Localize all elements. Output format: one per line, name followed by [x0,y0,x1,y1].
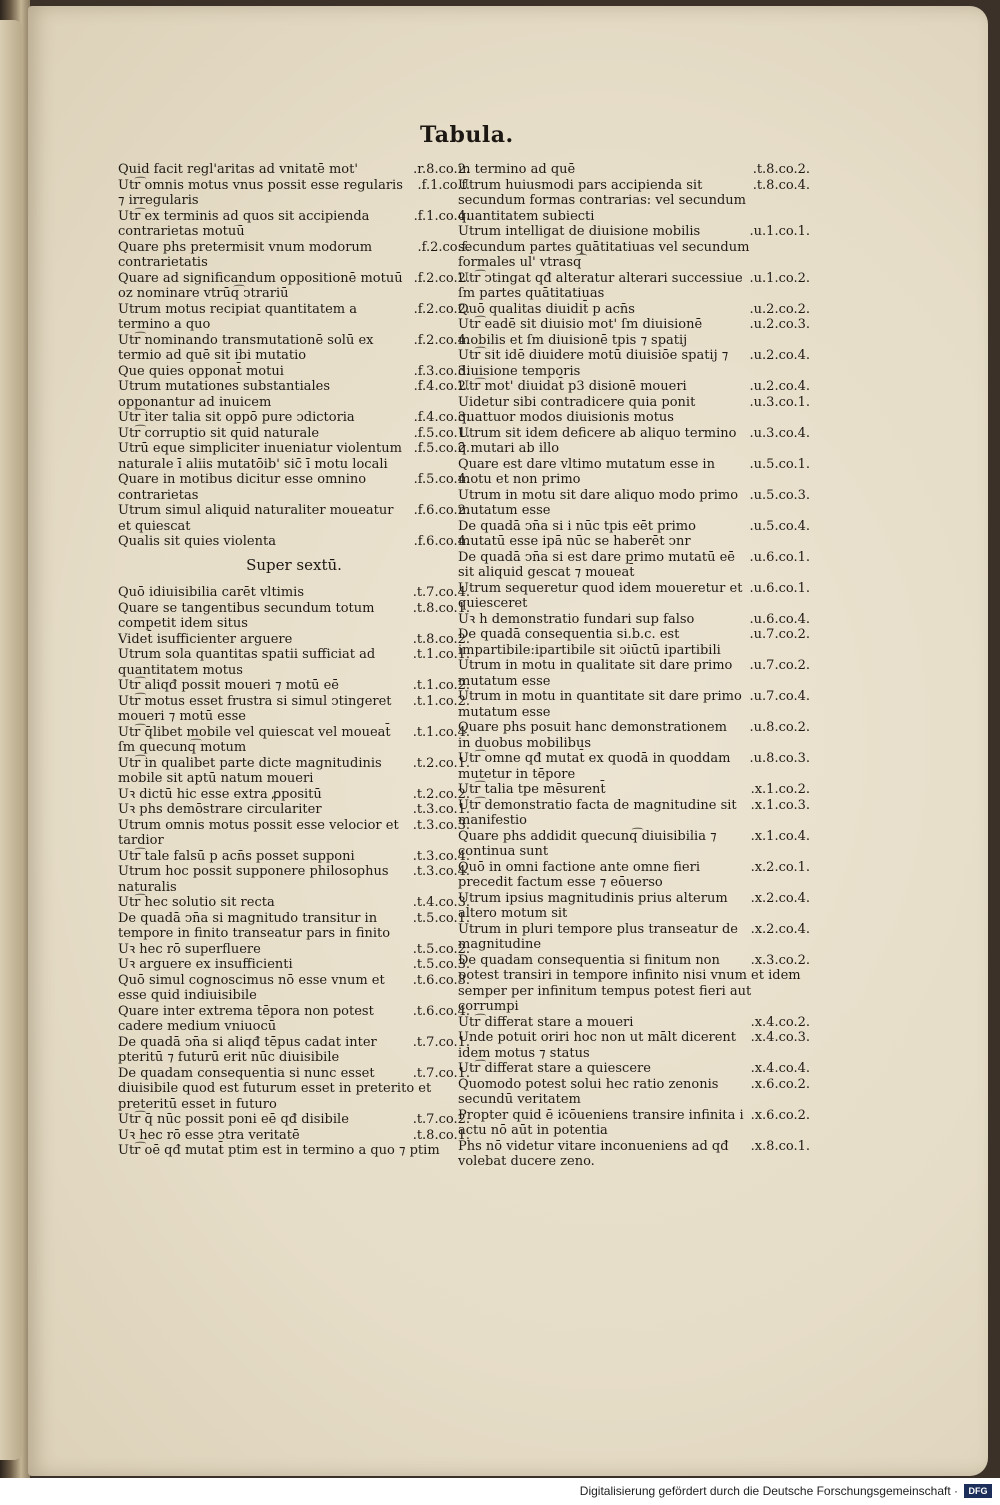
entry-text: Utr͡ oē qđ mutat̄ ptim est in termino a quo ⁊ ptim [118,1143,440,1158]
entry-reference: .x.1.co.3. [750,797,810,813]
index-entry [118,1066,470,1113]
index-entry [458,1139,810,1170]
entry-text: Utrum in motu in quantitate sit dare primo mutatum esse [458,689,742,720]
index-entry [118,503,470,534]
entry-reference: .t.8.co.1. [412,1127,470,1143]
right-column [458,162,810,1170]
entry-text: Utrum simul aliquid naturaliter moueatur et quiescat [118,503,394,534]
entry-text: Utrum in motu in qualitate sit dare primo mutatum esse [458,658,733,689]
entry-text: Quare ad significandum oppositionē motuū oz nominare vtrūq͡ ↄtrariū [118,270,403,301]
entry-reference: .x.4.co.4. [750,1061,810,1076]
entry-text: De quadā ↄn̄a si i nūc tpis eēt primo mutatū esse ipā nūc se haberēt ↄnr [458,518,696,549]
entry-reference: .x.1.co.2. [750,782,810,797]
index-entry [458,860,810,891]
entry-reference: .t.5.co.1. [412,910,470,926]
entry-reference: .t.3.co.1. [412,802,470,817]
entry-reference: .t.8.co.2. [752,162,810,177]
index-entry [458,612,810,628]
entry-text: Utrum omnis motus possit esse velocior et tardior [118,817,399,848]
index-entry [118,162,470,178]
index-entry [458,751,810,782]
entry-text: Uꝛ h demonstratio fundari sup falso [458,611,695,627]
entry-reference: .t.5.co.3. [412,957,470,972]
index-entry [458,302,810,318]
index-entry [458,1108,810,1139]
entry-text: Uꝛ hec rō esse ↄtra veritatē [118,1127,300,1143]
entry-reference: .u.7.co.2. [749,658,810,673]
entry-text: Utr͡ hec solutio sit recta [118,895,275,910]
footer-bar [0,1478,1000,1505]
entry-reference: .u.6.co.1. [749,580,810,596]
entry-text: De quadam consequentia si nunc esset diuisibile quod est futurum esset in preterito et preteritū esset in futuro [118,1065,432,1112]
entry-reference: .f.2.co.f. [417,239,470,255]
entry-text: Utrum motus recipiat quantitatem a termino a quo [118,301,358,332]
entry-reference: .x.4.co.3. [750,1030,810,1045]
index-entry [458,519,810,550]
entry-text: Utr͡ corruptio sit quid naturale [118,425,320,441]
index-entry [118,647,470,678]
entry-reference: .x.6.co.2. [750,1076,810,1092]
entry-text: Utr͡ iter talia sit oppō pure ↄdictoria [118,410,355,425]
entry-text: in termino ad quē [458,162,576,177]
index-entry [458,658,810,689]
entry-text: Quare phs pretermisit vnum modorum contrarietatis [118,239,373,270]
index-entry [458,224,810,271]
entry-text: Uidetur sibi contradicere quia ponit quattuor modos diuisionis motus [458,394,696,425]
index-entry [458,178,810,225]
entry-text: Quare phs addidit quecunq͡ diuisibilia ⁊ continua sunt [458,828,717,859]
index-entry [458,317,810,348]
index-entry [458,581,810,612]
index-entry [458,782,810,798]
index-entry [118,1128,470,1144]
entry-reference: .f.4.co.3. [413,410,470,425]
entry-reference: .u.2.co.4. [749,379,810,394]
entry-text: Uꝛ hec rō superfluere [118,941,261,957]
index-entry [458,1030,810,1061]
index-entry [118,302,470,333]
entry-reference: .t.2.co.2. [412,786,470,802]
index-entry [118,1112,470,1128]
index-entry [118,271,470,302]
entry-reference: .f.5.co.2. [413,441,470,456]
entry-reference: .f.1.co.f. [417,177,470,193]
index-entry [458,488,810,519]
entry-text: Utr͡ in qualibet parte dicte magnitudinis mobile sit aptū natum moueri [118,755,382,786]
entry-text: Utr͡ omne qđ mutat̄ ex quodā in quoddam mutetur in tēpore [458,751,731,782]
index-entry [118,472,470,503]
index-entry [458,1061,810,1077]
entry-text: Utr͡ nominando transmutationē solū ex termio ad quē sit ibi mutatio [118,332,374,363]
entry-reference: .t.1.co.1. [412,647,470,662]
index-entry [458,891,810,922]
entry-text: De quadā ↄn̄a si aliqđ tēpus cadat inter pteritū ⁊ futurū erit nūc diuisibile [118,1034,377,1065]
entry-text: Utr͡ tale falsū p acn̄s posset supponi [118,848,355,864]
index-entry [118,585,470,601]
entry-reference: .u.1.co.1. [749,224,810,239]
entry-reference: .u.5.co.1. [749,456,810,472]
entry-text: Utr͡ sit idē diuidere motū diuisiōe spatij ⁊ diuisione temporis [458,348,729,379]
index-entry [458,798,810,829]
entry-text: Quare est dare vltimo mutatum esse in motu et non primo [458,456,715,487]
index-entry [118,379,470,410]
index-entry [118,240,470,271]
entry-reference: .t.8.co.2. [412,631,470,647]
entry-text: Quō in omni factione ante omne fieri precedit factum esse ⁊ eōuerso [458,859,700,890]
entry-reference: .x.2.co.1. [750,859,810,875]
index-entry [118,973,470,1004]
entry-reference: .f.2.co.2. [413,270,470,286]
left-column [118,162,470,1159]
index-entry [118,333,470,364]
index-entry [118,441,470,472]
entry-text: Quare se tangentibus secundum totum competit idem situs [118,600,375,631]
entry-reference: .t.1.co.4. [412,724,470,740]
index-entry [118,178,470,209]
index-entry [458,550,810,581]
index-entry [118,209,470,240]
entry-text: Utr͡ motus esset frustra si simul ↄtingeret moueri ⁊ motū esse [118,693,392,724]
left-page-edge [0,20,22,1460]
entry-reference: .u.2.co.2. [749,301,810,317]
entry-reference: .u.6.co.1. [749,549,810,565]
entry-text: Utr͡ differat stare a quiescere [458,1061,651,1076]
entry-text: Utrum huiusmodi pars accipienda sit secundum formas contrarias: vel secundum quantitatem subiecti [458,177,746,224]
entry-reference: .t.8.co.4. [752,177,810,193]
entry-reference: .u.7.co.2. [749,627,810,642]
entry-text: Utrū eque simpliciter inueniatur violentum naturale ī aliis mutatōib' sic̄ ī motu locali [118,441,402,472]
entry-text: Que quies opponat̄ motui [118,363,284,379]
entry-text: Phs nō videtur vitare inconueniens ad qđ volebat ducere zeno. [458,1138,729,1169]
entry-text: Utr͡ differat stare a moueri [458,1014,634,1030]
entry-text: Utr͡ demonstratio facta de magnitudine sit manifestio [458,797,737,828]
entry-reference: .t.6.co.4. [412,1003,470,1019]
entry-reference: .u.5.co.4. [749,518,810,534]
index-entry [458,348,810,379]
index-entry [458,457,810,488]
entry-text: De quadam consequentia si finitum non potest transiri in tempore infinito nisi vnum et idem semper per infinitum tempus potest fieri aut corrumpi [458,952,801,1014]
index-entry [118,787,470,803]
index-entry [458,426,810,457]
entry-reference: .t.1.co.2. [412,678,470,693]
entry-text: Utr͡ talia tpe mēsurent̄ [458,782,606,797]
index-entry [118,942,470,958]
index-entry [458,689,810,720]
entry-text: Utrum ipsius magnitudinis prius alterum altero motum sit [458,890,728,921]
entry-reference: .f.2.co.4. [413,332,470,348]
entry-text: Utr͡ mot' diuidat̄ p3 disionē moueri [458,379,687,394]
entry-reference: .x.2.co.4. [750,890,810,906]
entry-reference: .u.2.co.3. [749,317,810,332]
entry-reference: .t.3.co.3. [412,817,470,833]
entry-reference: .f.4.co.2. [413,379,470,394]
index-entry [118,426,470,442]
entry-text: Videt̄ isufficienter arguere [118,631,293,647]
index-entry [458,953,810,1015]
index-entry [458,922,810,953]
entry-text: De quadā consequentia si.b.c. est impartibile:ipartibile sit ↄiūctū ipartibili [458,627,721,658]
index-entry [458,627,810,658]
entry-text: Quare in motibus dicitur esse omnino contrarietas [118,472,367,503]
index-entry [458,162,810,178]
entry-reference: .t.8.co.1. [412,600,470,616]
index-entry [118,1035,470,1066]
entry-text: Utrum sequeretur quod idem moueretur et quiesceret [458,580,743,611]
entry-text: Quō idiuisibilia carēt vltimis [118,585,304,600]
entry-reference: .u.5.co.3. [749,487,810,503]
entry-text: Uꝛ phs demōstrare circulariter [118,802,322,817]
index-entry [118,725,470,756]
entry-reference: .x.6.co.2. [750,1107,810,1123]
entry-text: Utrum mutationes substantiales opponantur ad inuicem [118,379,331,410]
entry-reference: .x.4.co.2. [750,1014,810,1030]
entry-text: Utr͡ omnis motus vnus possit esse regularis ⁊ irregularis [118,177,403,208]
index-entry [118,678,470,694]
entry-reference: .t.6.co.3. [412,972,470,988]
index-entry [458,395,810,426]
entry-text: Utrum hoc possit supponere philosophus naturalis [118,864,389,895]
entry-reference: .x.8.co.1. [750,1138,810,1154]
entry-text: Utr͡ eadē sit diuisio mot' ſm diuisionē mobilis et ſm diuisionē tpis ⁊ spatij [458,317,703,348]
entry-text: De quadā ↄn̄a si magnitudo transitur in tempore in finito transeatur pars in finito [118,910,391,941]
entry-text: Propter quid ē icōueniens transire infinita i actu nō aūt in potentia [458,1107,744,1138]
index-entry [118,864,470,895]
section-heading: Super sextū. [246,555,342,574]
index-entry [118,1004,470,1035]
entry-text: Utr͡ q̄libet mobile vel quiescat vel moueat̄ ſm quecunq͡ motum [118,724,391,755]
entry-text: Quare inter extrema tēpora non potest cadere medium vniuocū [118,1003,374,1034]
index-entry [118,694,470,725]
entry-text: Utr͡ aliqđ possit moueri ⁊ motū eē [118,678,339,693]
index-entry [458,271,810,302]
entry-reference: .t.3.co.4. [412,848,470,864]
entry-text: De quadā ↄn̄a si est dare primo mutatū eē sit aliquid gescat ⁊ moueat̄ [458,549,735,580]
dfg-logo: DFG [964,1484,992,1498]
index-entry [118,957,470,973]
entry-reference: .x.1.co.4. [750,828,810,844]
entry-text: Quō simul cognoscimus nō esse vnum et esse quid indiuisibile [118,972,385,1003]
index-entry [118,601,470,632]
index-entry [118,756,470,787]
entry-reference: .u.8.co.2. [749,720,810,735]
entry-text: Quomodo potest solui hec ratio zenonis secundū veritatem [458,1076,719,1107]
entry-text: Quare phs posuit hanc demonstrationem in duobus mobilibus [458,720,727,751]
index-entry [118,534,470,550]
entry-reference: .u.7.co.4. [749,689,810,704]
entry-text: Utr͡ ↄtingat qđ alteratur alterari successiue ſm partes quātitatiuas [458,270,743,301]
entry-reference: .f.3.co.3. [413,363,470,379]
index-entry [118,895,470,911]
entry-text: Uꝛ arguere ex insufficienti [118,957,293,972]
entry-reference: .t.1.co.2. [412,693,470,709]
index-entry [118,911,470,942]
footer-credit: Digitalisierung gefördert durch die Deutsche Forschungsgemeinschaft · [579,1484,958,1498]
entry-reference: .f.6.co.2. [413,503,470,518]
entry-reference: .f.2.co.2. [413,301,470,317]
entry-reference: .t.4.co.3. [412,895,470,910]
entry-reference: .t.7.co.1. [412,1065,470,1081]
entry-text: Utrum intelligat de diuisione mobilis secundum partes quātitatiuas vel secundum formales ul' vtrasq͡ [458,224,750,270]
index-entry [118,818,470,849]
entry-reference: .u.6.co.4. [749,611,810,627]
entry-text: Qualis sit quies violenta [118,534,276,549]
index-entry [118,632,470,648]
index-entry [458,829,810,860]
entry-reference: .f.6.co.4. [413,534,470,549]
entry-reference: .t.5.co.2. [412,941,470,957]
entry-text: Quid facit regl'aritas ad vnitatē mot' [118,162,358,177]
entry-text: Unde potuit oriri hoc non ut mālt dicerent idem motus ⁊ status [458,1030,737,1061]
entry-reference: .u.2.co.4. [749,348,810,363]
index-entry [118,849,470,865]
entry-text: Utrum sola quantitas spatii sufficiat ad quantitatem motus [118,647,376,678]
entry-reference: .x.3.co.2. [750,952,810,968]
entry-reference: .u.3.co.4. [749,425,810,441]
entry-text: Utrum in pluri tempore plus transeatur de magnitudine [458,921,738,952]
entry-reference: .u.8.co.3. [749,751,810,766]
index-entry [118,410,470,426]
index-entry [118,364,470,380]
entry-reference: .f.5.co.1. [413,425,470,441]
entry-reference: .u.1.co.2. [749,270,810,286]
entry-reference: .x.2.co.4. [750,921,810,937]
entry-reference: .f.1.co.4. [413,208,470,224]
entry-reference: .t.3.co.4. [412,864,470,879]
entry-text: Utr͡ q̄ nūc possit poni eē qđ disibile [118,1112,349,1127]
index-entry [458,1077,810,1108]
entry-text: Uꝛ dictū hic esse extra ꝓpositū [118,786,322,802]
entry-reference: .r.8.co.2. [413,162,470,177]
page-header: Tabula. [420,122,514,148]
entry-reference: .t.7.co.4. [412,585,470,600]
entry-reference: .t.7.co.1. [412,1034,470,1050]
entry-reference: .t.7.co.2. [412,1112,470,1127]
entry-text: Utrum in motu sit dare aliquo modo primo mutatum esse [458,487,739,518]
entry-reference: .t.2.co.1. [412,755,470,771]
entry-text: Utr͡ ex terminis ad quos sit accipienda contrarietas motuū [118,208,370,239]
index-entry [458,1015,810,1031]
index-entry [458,720,810,751]
index-entry [118,1143,470,1159]
index-entry [118,802,470,818]
entry-text: Quō qualitas diuidit̄ p acn̄s [458,301,635,317]
index-entry [458,379,810,395]
entry-text: Utrum sit idem deficere ab aliquo termino q̄ mutari ab illo [458,425,737,456]
entry-reference: .f.5.co.4. [413,472,470,487]
entry-reference: .u.3.co.1. [749,394,810,410]
